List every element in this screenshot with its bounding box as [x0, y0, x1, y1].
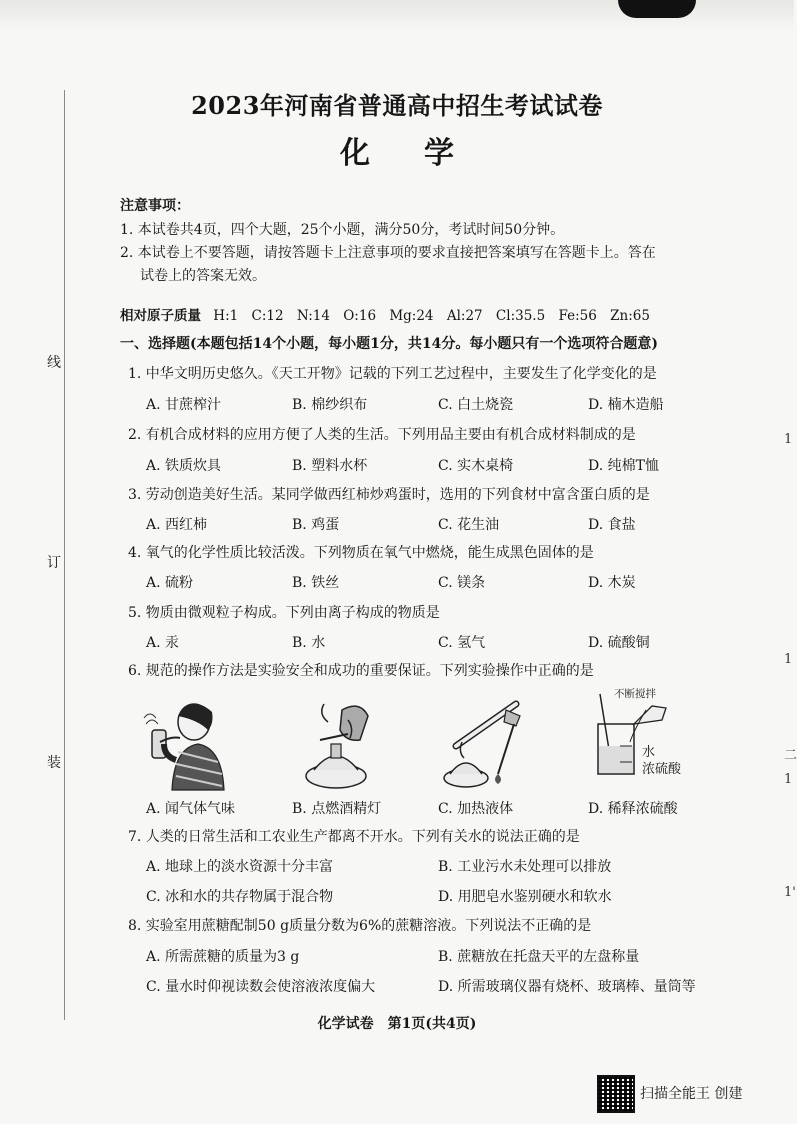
atomic-mass-item: Mg:24	[389, 308, 434, 324]
note-item: 试卷上的答案无效。	[140, 268, 266, 284]
edge-mark: 二	[784, 748, 797, 763]
question-option: D. 木炭	[588, 575, 636, 591]
binding-char-bottom: 装	[47, 755, 61, 771]
alcohol-lamp-figure	[290, 690, 390, 790]
heating-liquid-figure	[436, 690, 536, 790]
question-option: B. 鸡蛋	[292, 517, 340, 533]
question-option: D. 食盐	[588, 517, 636, 533]
question-option: B. 蔗糖放在托盘天平的左盘称量	[438, 949, 640, 965]
question-option: C. 加热液体	[438, 801, 514, 817]
atomic-mass-line	[120, 304, 659, 324]
question-option: A. 汞	[146, 635, 180, 651]
question-option: D. 用肥皂水鉴别硬水和软水	[438, 889, 612, 905]
figure-label-acid: 浓硫酸	[642, 762, 682, 777]
question-option: B. 棉纱织布	[292, 397, 368, 413]
note-item: 1. 本试卷共4页，四个大题，25个小题，满分50分，考试时间50分钟。	[120, 222, 565, 238]
scan-artifact	[618, 0, 696, 18]
section-heading: 一、选择题(本题包括14个小题，每小题1分，共14分。每小题只有一个选项符合题意)	[120, 336, 658, 352]
question-option: B. 工业污水未处理可以排放	[438, 859, 612, 875]
question-option: B. 点燃酒精灯	[292, 801, 382, 817]
question-option: A. 闻气体气味	[146, 801, 236, 817]
page-footer: 化学试卷 第1页(共4页)	[317, 1016, 477, 1032]
question-option: B. 塑料水杯	[292, 458, 368, 474]
question-option: D. 所需玻璃仪器有烧杯、玻璃棒、量筒等	[438, 979, 696, 995]
question-option: A. 西红柿	[146, 517, 208, 533]
atomic-mass-item: Zn:65	[610, 308, 650, 324]
edge-mark: 1'	[784, 885, 796, 900]
question-option: C. 氢气	[438, 635, 486, 651]
question-option: B. 铁丝	[292, 575, 340, 591]
qr-code-icon	[597, 1075, 635, 1113]
question-option: C. 实木桌椅	[438, 458, 514, 474]
binding-char-top: 线	[47, 355, 61, 371]
question-option: D. 硫酸铜	[588, 635, 650, 651]
smell-gas-figure	[132, 690, 232, 790]
atomic-mass-item: H:1	[213, 308, 239, 324]
question-stem: 1. 中华文明历史悠久。《天工开物》记载的下列工艺过程中，主要发生了化学变化的是	[128, 366, 657, 382]
question-stem: 6. 规范的操作方法是实验安全和成功的重要保证。下列实验操作中正确的是	[128, 663, 594, 679]
question-option: C. 镁条	[438, 575, 486, 591]
edge-mark: 1	[784, 652, 793, 667]
binding-char-middle: 订	[47, 555, 61, 571]
question-option: B. 水	[292, 635, 326, 651]
atomic-mass-item: N:14	[296, 308, 330, 324]
question-stem: 2. 有机合成材料的应用方便了人类的生活。下列用品主要由有机合成材料制成的是	[128, 427, 636, 443]
question-option: A. 硫粉	[146, 575, 194, 591]
question-option: A. 所需蔗糖的质量为3 g	[146, 949, 300, 965]
atomic-mass-label: 相对原子质量	[120, 308, 201, 324]
question-stem: 3. 劳动创造美好生活。某同学做西红柿炒鸡蛋时，选用的下列食材中富含蛋白质的是	[128, 487, 650, 503]
atomic-mass-item: C:12	[251, 308, 284, 324]
question-option: C. 白土烧瓷	[438, 397, 514, 413]
atomic-mass-item: Cl:35.5	[495, 308, 546, 324]
notes-heading: 注意事项：	[120, 198, 190, 214]
figure-label-stir: 不断搅拌	[614, 688, 656, 700]
question-option: A. 铁质炊具	[146, 458, 222, 474]
question-option: A. 地球上的淡水资源十分丰富	[146, 859, 334, 875]
atomic-mass-item: Fe:56	[558, 308, 597, 324]
figure-label-water: 水	[642, 745, 656, 760]
question-option: C. 量水时仰视读数会使溶液浓度偏大	[146, 979, 376, 995]
edge-mark: 1	[784, 432, 793, 447]
binding-line	[64, 90, 65, 1020]
question-option: A. 甘蔗榨汁	[146, 397, 222, 413]
question-option: D. 稀释浓硫酸	[588, 801, 678, 817]
exam-subject: 化学	[340, 136, 508, 171]
exam-title: 2023年河南省普通高中招生考试试卷	[191, 91, 603, 120]
atomic-mass-item: O:16	[343, 308, 377, 324]
edge-mark: 1	[784, 772, 793, 787]
question-option: C. 冰和水的共存物属于混合物	[146, 889, 334, 905]
question-stem: 4. 氧气的化学性质比较活泼。下列物质在氧气中燃烧，能生成黑色固体的是	[128, 545, 594, 561]
question-option: C. 花生油	[438, 517, 500, 533]
question-stem: 7. 人类的日常生活和工农业生产都离不开水。下列有关水的说法正确的是	[128, 829, 580, 845]
question-option: D. 纯棉T恤	[588, 458, 659, 474]
question-stem: 5. 物质由微观粒子构成。下列由离子构成的物质是	[128, 605, 440, 621]
atomic-mass-item: Al:27	[446, 308, 483, 324]
question-option: D. 楠木造船	[588, 397, 664, 413]
scanner-watermark: 扫描全能王 创建	[640, 1086, 743, 1102]
note-item: 2. 本试卷上不要答题，请按答题卡上注意事项的要求直接把答案填写在答题卡上。答在	[120, 245, 656, 261]
question-stem: 8. 实验室用蔗糖配制50 g质量分数为6%的蔗糖溶液。下列说法不正确的是	[128, 918, 592, 934]
